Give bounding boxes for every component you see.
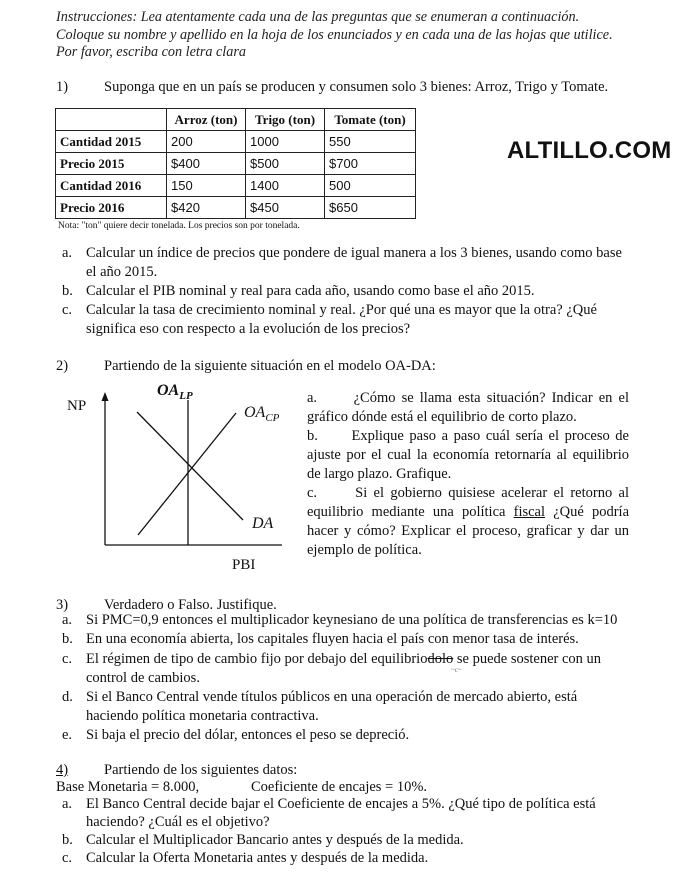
table-row-header: Precio 2015	[56, 153, 167, 175]
q2-text: Partiendo de la siguiente situación en el modelo OA-DA:	[104, 358, 436, 374]
q1c-line2: significa eso con respecto a la evolución de los precios?	[86, 321, 411, 337]
q4-text: Partiendo de los siguientes datos:	[104, 762, 298, 778]
q2a-letter: a.	[307, 390, 318, 406]
q1a-line1: Calcular un índice de precios que pondere de igual manera a los 3 bienes, usando como base	[86, 245, 622, 261]
q2c-text-1: Si el gobierno quisiese acelerar el retorno al equilibrio mediante una política	[307, 485, 630, 520]
q3c-line2: control de cambios.	[86, 670, 200, 686]
q2-item-c	[307, 484, 629, 560]
q4a-line2: haciendo? ¿Cuál es el objetivo?	[86, 814, 270, 830]
table-cell: $650	[325, 197, 416, 219]
q2b-text: Explique paso a paso cuál sería el proceso de ajuste por el cual la economía retornaría al equilibrio de largo plazo. Grafique.	[307, 428, 629, 482]
q3e-line1: Si baja el precio del dólar, entonces el peso se depreció.	[86, 727, 410, 743]
table-row-header: Precio 2016	[56, 197, 167, 219]
instruction-line: Instrucciones: Lea atentamente cada una de las preguntas que se enumeran a continuación.	[56, 9, 580, 25]
table-cell: $420	[167, 197, 246, 219]
oa-cp-curve	[138, 413, 236, 535]
q2-item-a	[307, 389, 629, 427]
q3d-letter: d.	[62, 689, 73, 705]
q3b-letter: b.	[62, 631, 73, 647]
table-cell: 1000	[246, 131, 325, 153]
q3-number: 3)	[56, 597, 69, 613]
q3c-line1: El régimen de tipo de cambio fijo por debajo del equilibriodolo se puede sostener con un	[86, 651, 602, 667]
q1b-line1: Calcular el PIB nominal y real para cada año, usando como base el año 2015.	[86, 283, 535, 299]
q4c-line1: Calcular la Oferta Monetaria antes y después de la medida.	[86, 850, 429, 866]
q1a-line2: el año 2015.	[86, 264, 158, 280]
table-cell: $700	[325, 153, 416, 175]
q3e-letter: e.	[62, 727, 73, 743]
q3-text: Verdadero o Falso. Justifique.	[104, 597, 277, 613]
q4-number: 4)	[56, 762, 69, 778]
graph-x-label: PBI	[232, 557, 256, 573]
q2c-text-2: ¿Qué podría hacer y cómo? Explicar el proceso, graficar y dar un ejemplo de política.	[307, 504, 630, 558]
q4b-line1: Calcular el Multiplicador Bancario antes y después de la medida.	[86, 832, 464, 848]
handwritten-scribble: ~c~	[451, 666, 462, 674]
q2c-underlined: fiscal	[513, 504, 546, 520]
q4c-letter: c.	[62, 850, 73, 866]
table-row-header: Cantidad 2016	[56, 175, 167, 197]
q4a-letter: a.	[62, 796, 73, 812]
q4a-line1: El Banco Central decide bajar el Coeficiente de encajes a 5%. ¿Qué tipo de política está	[86, 796, 596, 812]
q1c-letter: c.	[62, 302, 73, 318]
q4-base: Base Monetaria = 8.000,	[56, 779, 200, 795]
q1b-letter: b.	[62, 283, 73, 299]
graph-oa-cp-label: $OA_{CP}$	[244, 404, 280, 425]
q3c-letter: c.	[62, 651, 73, 667]
table-row-header: Cantidad 2015	[56, 131, 167, 153]
q1-number: 1)	[56, 79, 69, 95]
q2-number: 2)	[56, 358, 69, 374]
table-cell: 550	[325, 131, 416, 153]
graph-oa-lp-label: $OA_{LP}$	[157, 382, 193, 403]
table-header-cell: Arroz (ton)	[167, 109, 246, 131]
table-cell: $450	[246, 197, 325, 219]
q2b-letter: b.	[307, 428, 318, 444]
q3b-line1: En una economía abierta, los capitales fluyen hacia el país con menor tasa de interés.	[86, 631, 579, 647]
q2c-letter: c.	[307, 485, 318, 501]
table-cell: $500	[246, 153, 325, 175]
table-cell: 200	[167, 131, 246, 153]
q3d-line2: haciendo política monetaria contractiva.	[86, 708, 319, 724]
watermark-logo: ALTILLO.COM	[507, 137, 672, 164]
q2-item-b	[307, 427, 629, 484]
instruction-line: Coloque su nombre y apellido en la hoja de los enunciados y en cada una de las hojas que utilice.	[56, 26, 613, 43]
q2a-text: ¿Cómo se llama esta situación? Indicar en el gráfico dónde está el equilibrio de corto plazo.	[307, 390, 629, 425]
table-cell: $400	[167, 153, 246, 175]
q1-text: Suponga que en un país se producen y consumen solo 3 bienes: Arroz, Trigo y Tomate.	[104, 79, 609, 95]
y-axis-arrow	[102, 392, 109, 401]
table-header-cell: Tomate (ton)	[325, 109, 416, 131]
table-cell: 500	[325, 175, 416, 197]
struck-word: dolo	[427, 651, 454, 667]
da-curve	[137, 412, 243, 520]
q4-coef: Coeficiente de encajes = 10%.	[251, 779, 428, 795]
q1a-letter: a.	[62, 245, 73, 261]
table-note: Nota: "ton" quiere decir tonelada. Los precios son por tonelada.	[58, 221, 300, 231]
q1c-line1: Calcular la tasa de crecimiento nominal y real. ¿Por qué una es mayor que la otra? ¿Qué	[86, 302, 597, 318]
table-cell: 1400	[246, 175, 325, 197]
graph-da-label: DA	[252, 515, 274, 532]
table-header-cell: Trigo (ton)	[246, 109, 325, 131]
q3d-line1: Si el Banco Central vende títulos públicos en una operación de mercado abierto, está	[86, 689, 578, 705]
instruction-line: Por favor, escriba con letra clara	[56, 44, 246, 60]
q3a-line1: Si PMC=0,9 entonces el multiplicador keynesiano de una política de transferencias es k=10	[86, 612, 618, 628]
graph-y-label: NP	[67, 398, 87, 414]
table-cell: 150	[167, 175, 246, 197]
q3a-letter: a.	[62, 612, 73, 628]
q4b-letter: b.	[62, 832, 73, 848]
